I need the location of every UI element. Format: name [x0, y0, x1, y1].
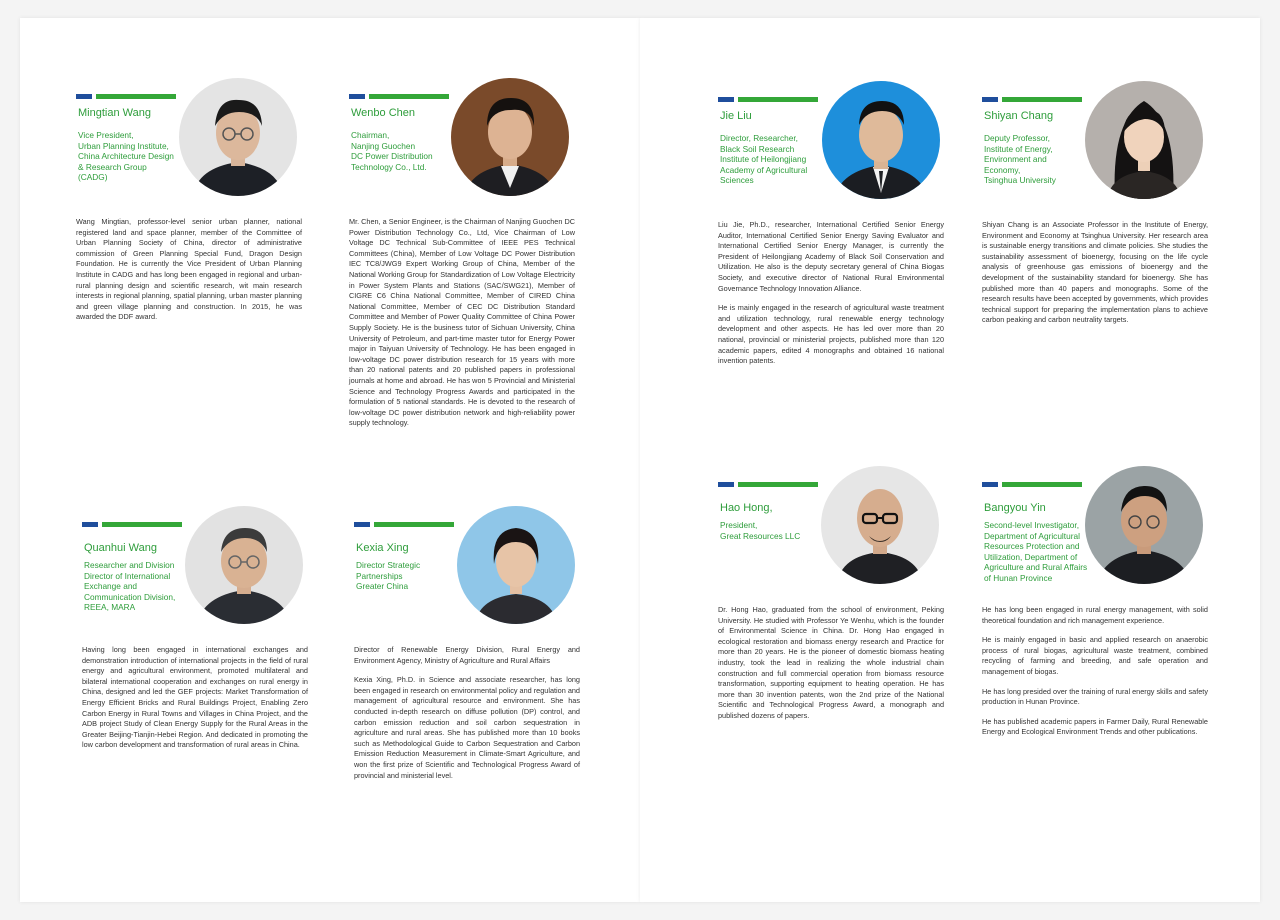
profile-name: Kexia Xing — [356, 542, 409, 554]
profile-bio: Shiyan Chang is an Associate Professor in the Institute of Energy, Environment and Economy at Tsinghua University. Her research area is sustainable energy transitions and climate policies. She studies the sustainability assessment of bioenergy, focusing on the life cycle analysis of greenhouse gas emissions of bioenergy and the development of the sustainability standard for bioenergy. She has published more than 40 papers and monographs. Some of the research results have been accepted by governments, which provides technical support for preparing the implementation plans to achieve carbon peaking and carbon neutrality targets. — [982, 220, 1208, 325]
profile-name: Mingtian Wang — [78, 107, 151, 119]
profile-role: Chairman, Nanjing Guochen DC Power Distribution Technology Co., Ltd. — [351, 130, 433, 172]
profile-bio: Director of Renewable Energy Division, Rural Energy and Environment Agency, Ministry of Agriculture and Rural Affairs Kexia Xing, Ph.D. in Science and associate researcher, has long been engaged in research on environmental policy and regulation and management of agricultural resource and environment. She has conducted in-depth research on diffuse pollution (DP) control, and carbon emission reduction and soil carbon sequestration in agriculture and rural areas. She has published more than 10 books such as Methodological Guide to Carbon Sequestration and Carbon Emission Reduction Measurement in Climate-Smart Agriculture, and won the first prize of Scientific and Technological Progress Award of provincial and ministerial level. — [354, 645, 580, 780]
profile-bio: Liu Jie, Ph.D., researcher, International Certified Senior Energy Auditor, International Certified Senior Energy Saving Evaluator and International Certified Senior Energy Manager, is currently the President of Heilongjiang Academy of Black Soil Conservation and Utilization. He also is the deputy secretary general of China Biogas Society, and executive director of National Rural Environmental Governance Technology Innovation Alliance. He is mainly engaged in the research of agricultural waste treatment and utilization technology, rural renewable energy technology development and other aspects. He has led over more than 20 national, provincial or ministerial projects, published more than 120 academic papers, edited 4 monographs and obtained 16 national invention patents. — [718, 220, 944, 366]
profile-name: Quanhui Wang — [84, 542, 157, 554]
profile-role: President, Great Resources LLC — [720, 520, 801, 541]
portrait-photo-icon — [1085, 466, 1203, 584]
accent-bar — [982, 482, 1082, 487]
profile-bio: Mr. Chen, a Senior Engineer, is the Chairman of Nanjing Guochen DC Power Distribution Technology Co., Ltd, Vice Chairman of Low Voltage DC Technical Sub-Committee of IEEE PES Technical Committees (China), Member of Low Voltage DC Power Distribution IEC TC8/JWG9 Expert Working Group of China, Member of the National Working Group for Standardization of Low Voltage Electricity in Power System Plants and Stations (SAC/SWG21), Member of CIGRE C6 China National Committee, Member of CIRED China National Committee, Member of CEC DC Distribution Standard Committee and Member of Power Quality Committee of China Power Supply Society. He is the business tutor of Sichuan University, China University of Petroleum, and part-time master tutor for Energy Power major in Taiyuan University of Technology. He has been engaged in low-voltage DC power distribution research for 15 years with more than 20 national patents and 20 published papers in professional journals at home and abroad. He has won 5 Provincial and Ministerial Science and Technology Progress Awards and participated in the formulation of 5 national standards. He is devoted to the research of low-voltage DC power distribution network and high-reliability power supply technology. — [349, 217, 575, 428]
profile-name: Wenbo Chen — [351, 107, 416, 119]
profile-bio: Dr. Hong Hao, graduated from the school of environment, Peking University. He studied with Professor Ye Wenhu, which is the founder of Environmental Science in China. Dr. Hong Hao engaged in ecological restoration and biomass energy research and Practice for more than 20 years. He is the pioneer of domestic biomass heating industry, took the lead in realizing the whole industrial chain construction and full commercial operation from biomass resource transformation, supporting equipment to heating operation. He has more than 30 invention patents, won the 2nd prize of the National Scientific and Technological Progress Award, a monograph and published dozens of papers. — [718, 605, 944, 720]
profile-bio: Wang Mingtian, professor-level senior urban planner, national registered land and space planner, member of the Committee of Urban Planning Society of China, director of administrative commission of Green Planning Special Fund, Dragon Design Foundation. He is currently the Vice President of Urban Planning Institute in CADG and has long been engaged in regional and urban-rural planning design and scientific research, wit main research interests in regional planning, spatial planning, urban master planning and green village planning and construction. In 2015, he was awarded the DDF award. — [76, 217, 302, 322]
accent-bar — [354, 522, 454, 527]
profile-bio: He has long been engaged in rural energy management, with solid theoretical foundation and rich management experience. He is mainly engaged in basic and applied research on anaerobic process of rural biogas, agricultural waste treatment, combined recycling of farming and breeding, and safe operation and management of biogas. He has long presided over the training of rural energy skills and safety production in Hunan Province. He has published academic papers in Farmer Daily, Rural Renewable Energy and Ecological Environment Trends and other publications. — [982, 605, 1208, 737]
profile-role: Director Strategic Partnerships Greater China — [356, 560, 421, 592]
profile-role: Researcher and Division Director of International Exchange and Communication Division, REEA, MARA — [84, 560, 176, 613]
portrait-photo-icon — [821, 466, 939, 584]
accent-bar — [349, 94, 449, 99]
portrait-photo-icon — [1085, 81, 1203, 199]
profile-name: Jie Liu — [720, 110, 752, 122]
accent-bar — [982, 97, 1082, 102]
profile-bio: Having long been engaged in international exchanges and demonstration introduction of international projects in the field of rural energy and agricultural environment, promoted multilateral and bilateral international cooperation and exchanges on rural energy in China, designed and led the GEF projects: Market Transformation of Energy Efficient Bricks and Rural Buildings Project, Enabling Zero Carbon Energy in Rural Towns and Villages in China Project, and the ADB project Study of Clean Energy Supply for the Rural Areas in the Greater Beijing-Tianjin-Hebei Region. And dedicated in promoting the low carbon development and transformation of rural areas in China. — [82, 645, 308, 750]
portrait-photo-icon — [451, 78, 569, 196]
accent-bar — [76, 94, 176, 99]
profile-role: Deputy Professor, Institute of Energy, Environment and Economy, Tsinghua University — [984, 133, 1056, 186]
accent-bar — [82, 522, 182, 527]
profile-name: Shiyan Chang — [984, 110, 1054, 122]
profile-role: Second-level Investigator, Department of Agricultural Resources Protection and Utilization, Department of Agriculture and Rural Affairs of Hunan Province — [984, 520, 1088, 583]
accent-bar — [718, 97, 818, 102]
profile-role: Vice President, Urban Planning Institute, China Architecture Design & Research Group (CADG) — [78, 130, 174, 183]
accent-bar — [718, 482, 818, 487]
profile-name: Bangyou Yin — [984, 502, 1046, 514]
profile-role: Director, Researcher, Black Soil Research Institute of Heilongjiang Academy of Agricultural Sciences — [720, 133, 808, 186]
profile-name: Hao Hong, — [720, 502, 773, 514]
portrait-photo-icon — [185, 506, 303, 624]
portrait-photo-icon — [457, 506, 575, 624]
portrait-photo-icon — [822, 81, 940, 199]
portrait-photo-icon — [179, 78, 297, 196]
